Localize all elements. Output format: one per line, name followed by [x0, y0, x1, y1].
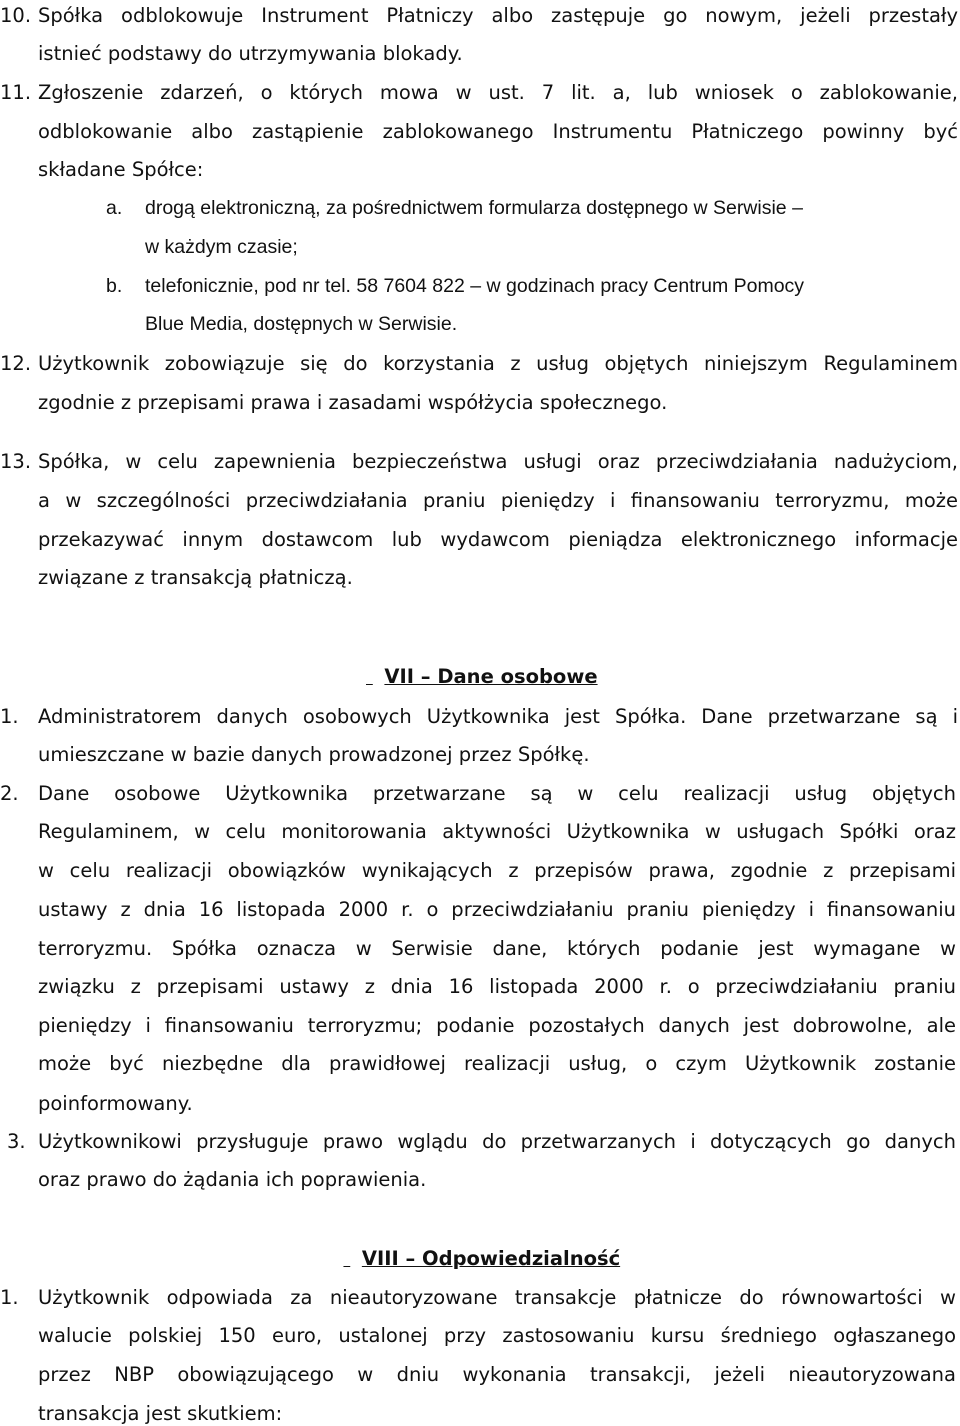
paragraph-number: 2.: [0, 782, 19, 805]
paragraph-text-line: transakcja jest skutkiem:: [38, 1402, 283, 1425]
paragraph-text-line: Regulaminem, w celu monitorowania aktywności Użytkownika w usługach Spółki oraz: [38, 820, 956, 843]
paragraph-text-line: oraz prawo do żądania ich poprawienia.: [38, 1168, 427, 1191]
paragraph-text-line: terroryzmu. Spółka oznacza w Serwisie dane, których podanie jest wymagane w: [38, 937, 956, 960]
sub-item-a-text-line: drogą elektroniczną, za pośrednictwem formularza dostępnego w Serwisie –: [145, 197, 803, 219]
item-number: 12.: [0, 352, 32, 375]
section-title: VII – Dane osobowe: [384, 665, 598, 688]
item-13-text-line: Spółka, w celu zapewnienia bezpieczeństwa usługi oraz przeciwdziałania nadużyciom,: [38, 450, 958, 473]
item-13-text-line: związane z transakcją płatniczą.: [38, 566, 353, 589]
item-13-text-line: przekazywać innym dostawcom lub wydawcom pieniądza elektronicznego informacje: [38, 528, 958, 551]
sub-item-marker: b.: [106, 275, 123, 297]
paragraph-text-line: przez NBP obowiązującego w dniu wykonania transakcji, jeżeli nieautoryzowana: [38, 1363, 956, 1386]
section-heading: [0, 664, 960, 690]
item-number: 11.: [0, 81, 32, 104]
paragraph-text-line: umieszczane w bazie danych prowadzonej przez Spółkę.: [38, 743, 590, 766]
paragraph-text-line: pieniędzy i finansowaniu terroryzmu; podanie pozostałych danych jest dobrowolne, ale: [38, 1014, 956, 1037]
sub-item-b-text-line: Blue Media, dostępnych w Serwisie.: [145, 313, 458, 335]
paragraph-text-line: Dane osobowe Użytkownika przetwarzane są w celu realizacji usług objętych: [38, 782, 956, 805]
item-number: 13.: [0, 450, 32, 473]
paragraph-text-line: związku z przepisami ustawy z dnia 16 listopada 2000 r. o przeciwdziałaniu praniu: [38, 975, 956, 998]
item-12-text-line: zgodnie z przepisami prawa i zasadami współżycia społecznego.: [38, 391, 668, 414]
sub-item-b-text-line: telefonicznie, pod nr tel. 58 7604 822 – w godzinach pracy Centrum Pomocy: [145, 275, 805, 297]
paragraph-text-line: Użytkownikowi przysługuje prawo wglądu do przetwarzanych i dotyczących go danych: [38, 1130, 956, 1153]
paragraph-text-line: Użytkownik odpowiada za nieautoryzowane transakcje płatnicze do równowartości w: [38, 1286, 956, 1309]
item-11-text-line: odblokowanie albo zastąpienie zablokowanego Instrumentu Płatniczego powinny być: [38, 120, 958, 143]
heading-underline-marker: [340, 1246, 354, 1272]
paragraph-number: 1.: [0, 705, 19, 728]
paragraph-text-line: poinformowany.: [38, 1092, 193, 1115]
item-11-text-line: składane Spółce:: [38, 158, 204, 181]
paragraph-text-line: w celu realizacji obowiązków wynikających z przepisów prawa, zgodnie z przepisami: [38, 859, 956, 882]
item-number: 10.: [0, 4, 32, 27]
paragraph-text-line: może być niezbędne dla prawidłowej realizacji usług, o czym Użytkownik zostanie: [38, 1052, 956, 1075]
section-heading: [0, 1246, 960, 1272]
item-10-text-line: Spółka odblokowuje Instrument Płatniczy albo zastępuje go nowym, jeżeli przestały: [38, 4, 958, 27]
sub-item-marker: a.: [106, 197, 123, 219]
paragraph-text-line: walucie polskiej 150 euro, ustalonej przy zastosowaniu kursu średniego ogłaszanego: [38, 1324, 956, 1347]
item-12-text-line: Użytkownik zobowiązuje się do korzystania z usług objętych niniejszym Regulaminem: [38, 352, 958, 375]
item-10-text-line: istnieć podstawy do utrzymywania blokady.: [38, 42, 463, 65]
sub-item-a-text-line: w każdym czasie;: [145, 236, 298, 258]
heading-underline-marker: [362, 664, 376, 690]
paragraph-text-line: ustawy z dnia 16 listopada 2000 r. o przeciwdziałaniu praniu pieniędzy i finansowaniu: [38, 898, 956, 921]
paragraph-text-line: Administratorem danych osobowych Użytkownika jest Spółka. Dane przetwarzane są i: [38, 705, 958, 728]
paragraph-number: 1.: [0, 1286, 19, 1309]
section-title: VIII – Odpowiedzialność: [361, 1247, 621, 1270]
paragraph-number: 3.: [7, 1130, 26, 1153]
item-11-text-line: Zgłoszenie zdarzeń, o których mowa w ust. 7 lit. a, lub wniosek o zablokowanie,: [38, 81, 958, 104]
item-13-text-line: a w szczególności przeciwdziałania praniu pieniędzy i finansowaniu terroryzmu, może: [38, 489, 958, 512]
